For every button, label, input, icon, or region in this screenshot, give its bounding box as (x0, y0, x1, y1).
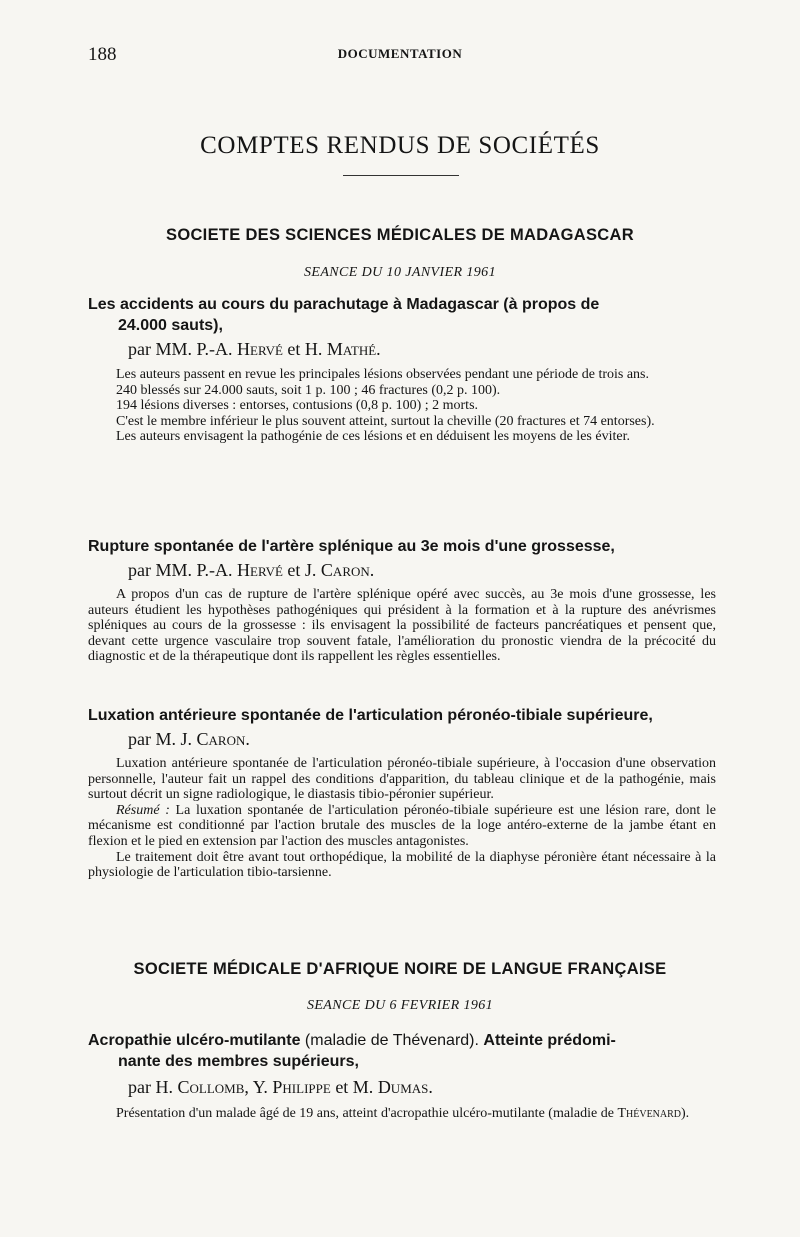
article-title-continued: nante des membres supérieurs, (118, 1053, 359, 1070)
article-authors: par MM. P.-A. Hervé et J. Caron. (128, 560, 375, 580)
society-heading: SOCIETE DES SCIENCES MÉDICALES DE MADAGASCAR (166, 226, 634, 244)
article-authors: par MM. P.-A. Hervé et H. Mathé. (128, 339, 381, 359)
running-title: DOCUMENTATION (337, 46, 463, 61)
author-name: Caron (196, 729, 246, 749)
author-name: Thévenard (617, 1106, 682, 1121)
article-body (88, 367, 716, 445)
paragraph: Les auteurs envisagent la pathogénie de ces lésions et en déduisent les moyens de les éviter. (116, 429, 630, 445)
paragraph: A propos d'un cas de rupture de l'artère splénique opéré avec succès, au 3e mois d'une grossesse, les auteurs étudient les hypothèses pathogéniques qui président à la formation et à la rupture des anévrismes spléniques au cours de la grossesse : ils envisagent la possibilité de facteurs pancréatiques et pensent que, devant cette urgence vasculaire trop souvent fatale, l'amélioration du pronostic viendra de la précocité du diagnostic et de la thérapeutique dont ils rappellent les règles essentielles. (88, 587, 716, 665)
seance-date: SEANCE DU 6 FEVRIER 1961 (306, 998, 494, 1013)
article-body (88, 756, 716, 881)
author-name: Philippe (272, 1077, 331, 1097)
article-title: Luxation antérieure spontanée de l'articulation péronéo-tibiale supérieure, (88, 707, 653, 724)
resume-label: Résumé : (116, 802, 170, 818)
article-title: Acropathie ulcéro-mutilante (maladie de Thévenard). Atteinte prédomi- (88, 1032, 616, 1049)
article-3 (88, 705, 716, 881)
author-name: Mathé (326, 339, 377, 359)
seance-date: SEANCE DU 10 JANVIER 1961 (304, 265, 496, 280)
page-number: 188 (88, 44, 117, 65)
article-body (88, 587, 716, 665)
paragraph: 240 blessés sur 24.000 sauts, soit 1 p. 100 ; 46 fractures (0,2 p. 100). (116, 382, 501, 398)
article-authors: par M. J. Caron. (128, 729, 250, 749)
resume-paragraph: Résumé : La luxation spontanée de l'articulation péronéo-tibiale supérieure est une lésion rare, dont le mécanisme est conditionné par l'action brutale des muscles de la loge antéro-externe de la jambe étant en flexion et le pied en extension par l'action des muscles antagonistes. (88, 802, 717, 849)
title-rule (343, 175, 459, 176)
author-name: Hervé (237, 560, 283, 580)
author-name: Caron (320, 560, 370, 580)
article-2 (88, 536, 716, 665)
article-authors: par H. Collomb, Y. Philippe et M. Dumas. (128, 1077, 433, 1097)
article-4 (88, 1030, 716, 1122)
paragraph: Le traitement doit être avant tout orthopédique, la mobilité de la diaphyse péronière étant nécessaire à la physiologie de l'articulation tibio-tarsienne. (88, 849, 716, 881)
article-1 (88, 294, 716, 445)
article-title-continued: 24.000 sauts), (118, 317, 223, 334)
author-name: Collomb (177, 1077, 245, 1097)
article-title: Les accidents au cours du parachutage à Madagascar (à propos de (88, 296, 600, 313)
paragraph: Présentation d'un malade âgé de 19 ans, atteint d'acropathie ulcéro-mutilante (maladie de Thévenard). (116, 1106, 690, 1121)
author-name: Hervé (237, 339, 283, 359)
paragraph: Les auteurs passent en revue les principales lésions observées pendant une période de trois ans. (116, 367, 649, 382)
author-name: Dumas (377, 1077, 429, 1097)
main-title: COMPTES RENDUS DE SOCIÉTÉS (200, 132, 600, 159)
paragraph: Luxation antérieure spontanée de l'articulation péronéo-tibiale supérieure, à l'occasion d'une observation personnelle, l'auteur fait un rappel des conditions d'apparition, du tableau clinique et de la pathogénie, mais surtout décrit un signe radiologique, le diastasis tibio-péronier supérieur. (88, 756, 716, 803)
paragraph: C'est le membre inférieur le plus souvent atteint, surtout la cheville (20 fractures et 74 entorses). (116, 413, 655, 429)
article-body (88, 1106, 716, 1122)
paragraph: 194 lésions diverses : entorses, contusions (0,8 p. 100) ; 2 morts. (116, 398, 479, 414)
society-heading: SOCIETE MÉDICALE D'AFRIQUE NOIRE DE LANGUE FRANÇAISE (133, 960, 667, 978)
article-title: Rupture spontanée de l'artère splénique au 3e mois d'une grossesse, (88, 538, 615, 555)
